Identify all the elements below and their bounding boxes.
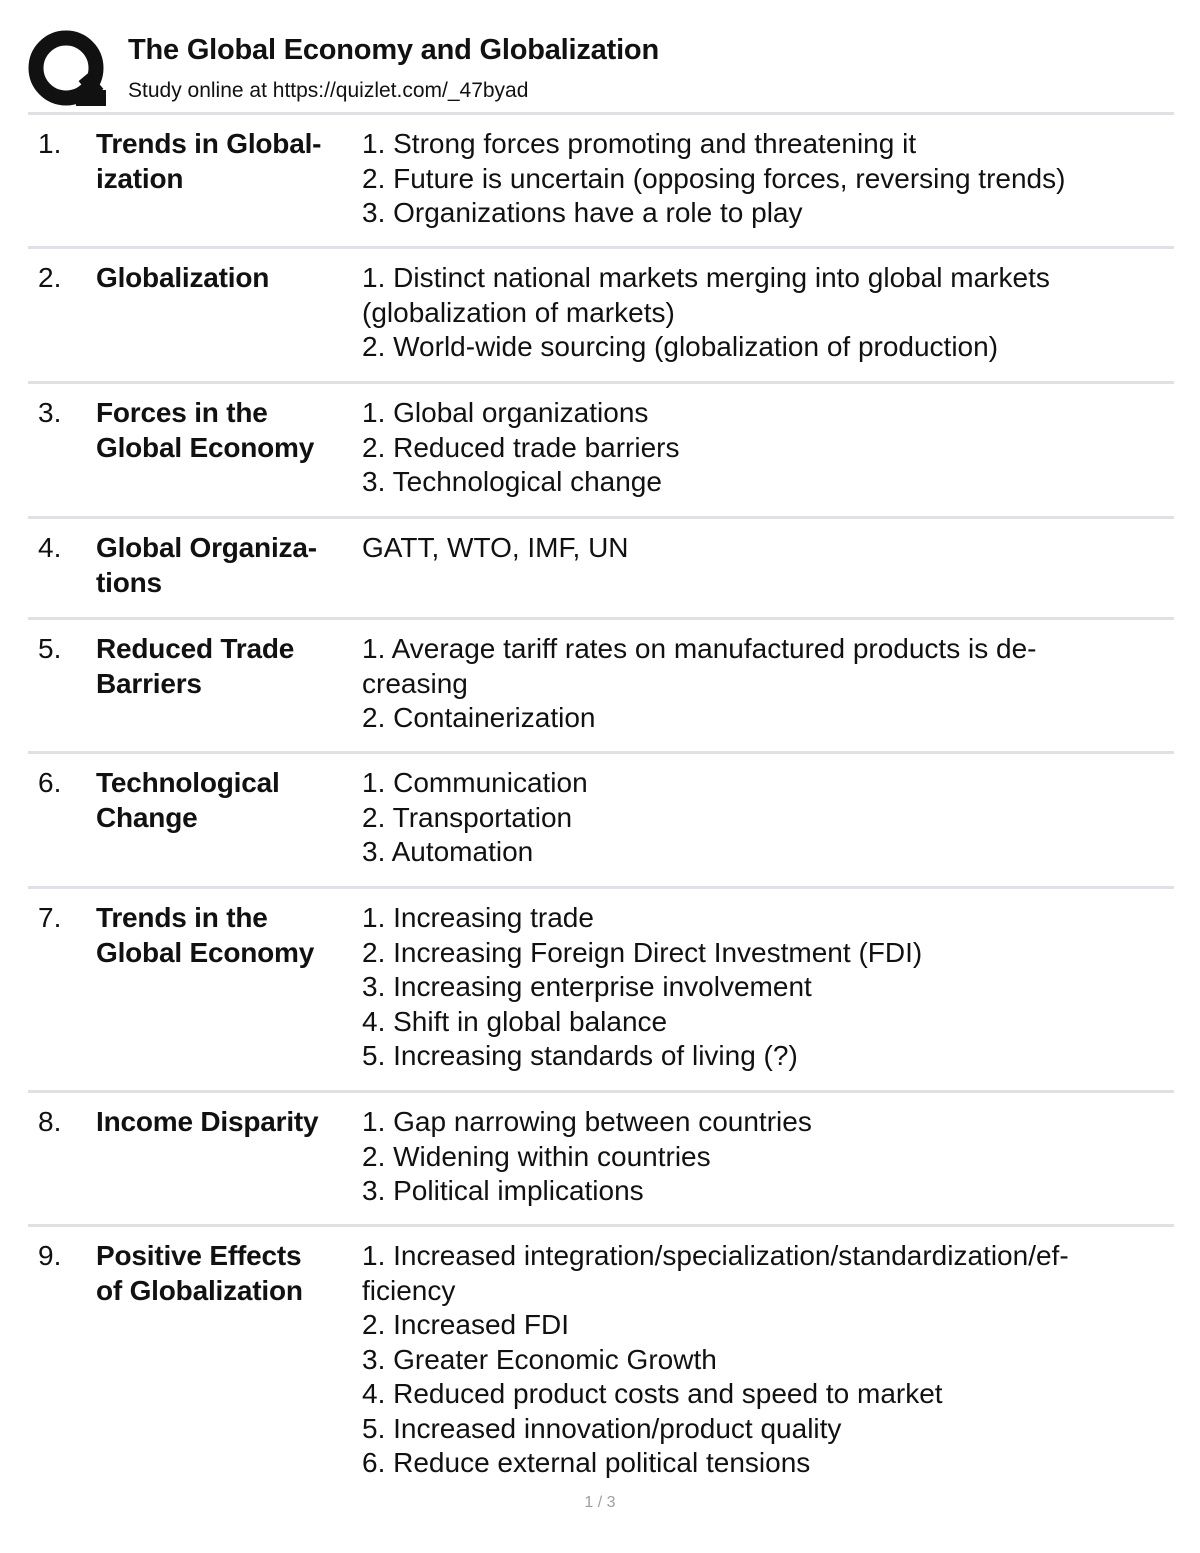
definition-line: 1. Increasing trade [362,902,594,933]
definition-line: GATT, WTO, IMF, UN [362,532,629,563]
definition-line: 2. World-wide sourcing (globalization of production) [362,331,999,362]
definition-line: 2. Transportation [362,801,573,833]
definition-line: 2. Widening within countries [362,1140,711,1172]
card-term [96,632,354,701]
term-line: Change [96,801,198,833]
card-term [96,1105,354,1140]
card-number: 8. [38,1106,62,1137]
definition-line: 4. Reduced product costs and speed to market [362,1378,943,1409]
definition-line: 3. Automation [362,836,534,867]
card-term [96,261,354,296]
definition-line: 2. Reduced trade barriers [362,431,680,463]
flashcard-row [28,249,1174,384]
card-number: 7. [38,902,62,933]
term-line: Globalization [96,262,270,293]
flashcard-row [28,519,1174,620]
definition-line: 3. Organizations have a role to play [362,197,803,228]
term-line: Global Economy [96,936,315,968]
term-line: ization [96,162,184,194]
card-term [96,396,354,465]
card-definition [362,1239,1162,1481]
flashcard-row [28,1227,1174,1489]
term-line: Global Economy [96,431,315,463]
definition-line: 6. Reduce external political tensions [362,1447,811,1478]
term-line: Positive Effects [96,1240,302,1271]
flashcard-row [28,754,1174,889]
card-number: 9. [38,1240,62,1271]
study-link-text[interactable]: Study online at https://quizlet.com/_47byad [128,79,529,102]
flashcard-list [28,115,1174,1489]
definition-line: 1. Increased integration/specialization/standardization/ef- [362,1240,1069,1271]
card-definition [362,396,1162,500]
card-definition [362,1105,1162,1209]
page-number: 1 / 3 [584,1494,616,1511]
term-line: Forces in the [96,397,268,428]
definition-line: 2. Increased FDI [362,1309,569,1340]
flashcard-row [28,889,1174,1093]
definition-line: 2. Increasing Foreign Direct Investment (FDI) [362,936,923,968]
definition-line: (globalization of markets) [362,296,675,328]
flashcard-row [28,620,1174,754]
card-definition [362,531,1162,566]
definition-line: 3. Technological change [362,466,662,497]
definition-line: 5. Increasing standards of living (?) [362,1040,798,1071]
card-term [96,901,354,970]
card-number: 4. [38,532,62,563]
term-line: Barriers [96,667,202,699]
definition-line: 2. Containerization [362,702,596,733]
card-definition [362,261,1162,365]
card-number: 2. [38,262,62,293]
card-definition [362,127,1162,231]
document-title: The Global Economy and Globalization [128,34,659,66]
card-term [96,766,354,835]
card-number: 5. [38,633,62,664]
term-line: Global Organiza- [96,532,317,563]
card-number: 3. [38,397,62,428]
definition-line: 5. Increased innovation/product quality [362,1412,842,1444]
card-term [96,127,354,196]
term-line: tions [96,566,162,598]
term-line: Trends in the [96,902,268,933]
flashcard-row [28,384,1174,519]
card-number: 6. [38,767,62,798]
definition-line: 1. Global organizations [362,397,649,428]
term-line: Technological [96,767,280,798]
term-line: of Globalization [96,1274,303,1306]
quizlet-logo-icon [28,30,108,110]
card-term [96,1239,354,1308]
definition-line: 2. Future is uncertain (opposing forces, reversing trends) [362,162,1066,194]
definition-line: 3. Greater Economic Growth [362,1343,717,1375]
definition-line: 1. Average tariff rates on manufactured products is de- [362,633,1037,664]
definition-line: 1. Distinct national markets merging into global markets [362,262,1050,293]
definition-line: 3. Increasing enterprise involvement [362,971,812,1002]
term-line: Income Disparity [96,1106,319,1137]
definition-line: 1. Gap narrowing between countries [362,1106,812,1137]
card-definition [362,766,1162,870]
card-definition [362,632,1162,736]
flashcard-row [28,1093,1174,1227]
term-line: Reduced Trade [96,633,295,664]
term-line: Trends in Global- [96,128,322,159]
definition-line: creasing [362,667,468,699]
document-header [28,28,1174,108]
definition-line: ficiency [362,1274,456,1306]
definition-line: 3. Political implications [362,1175,644,1206]
flashcard-row [28,115,1174,249]
card-definition [362,901,1162,1074]
definition-line: 4. Shift in global balance [362,1005,668,1037]
card-term [96,531,354,600]
definition-line: 1. Communication [362,767,588,798]
definition-line: 1. Strong forces promoting and threatening it [362,128,917,159]
card-number: 1. [38,128,62,159]
